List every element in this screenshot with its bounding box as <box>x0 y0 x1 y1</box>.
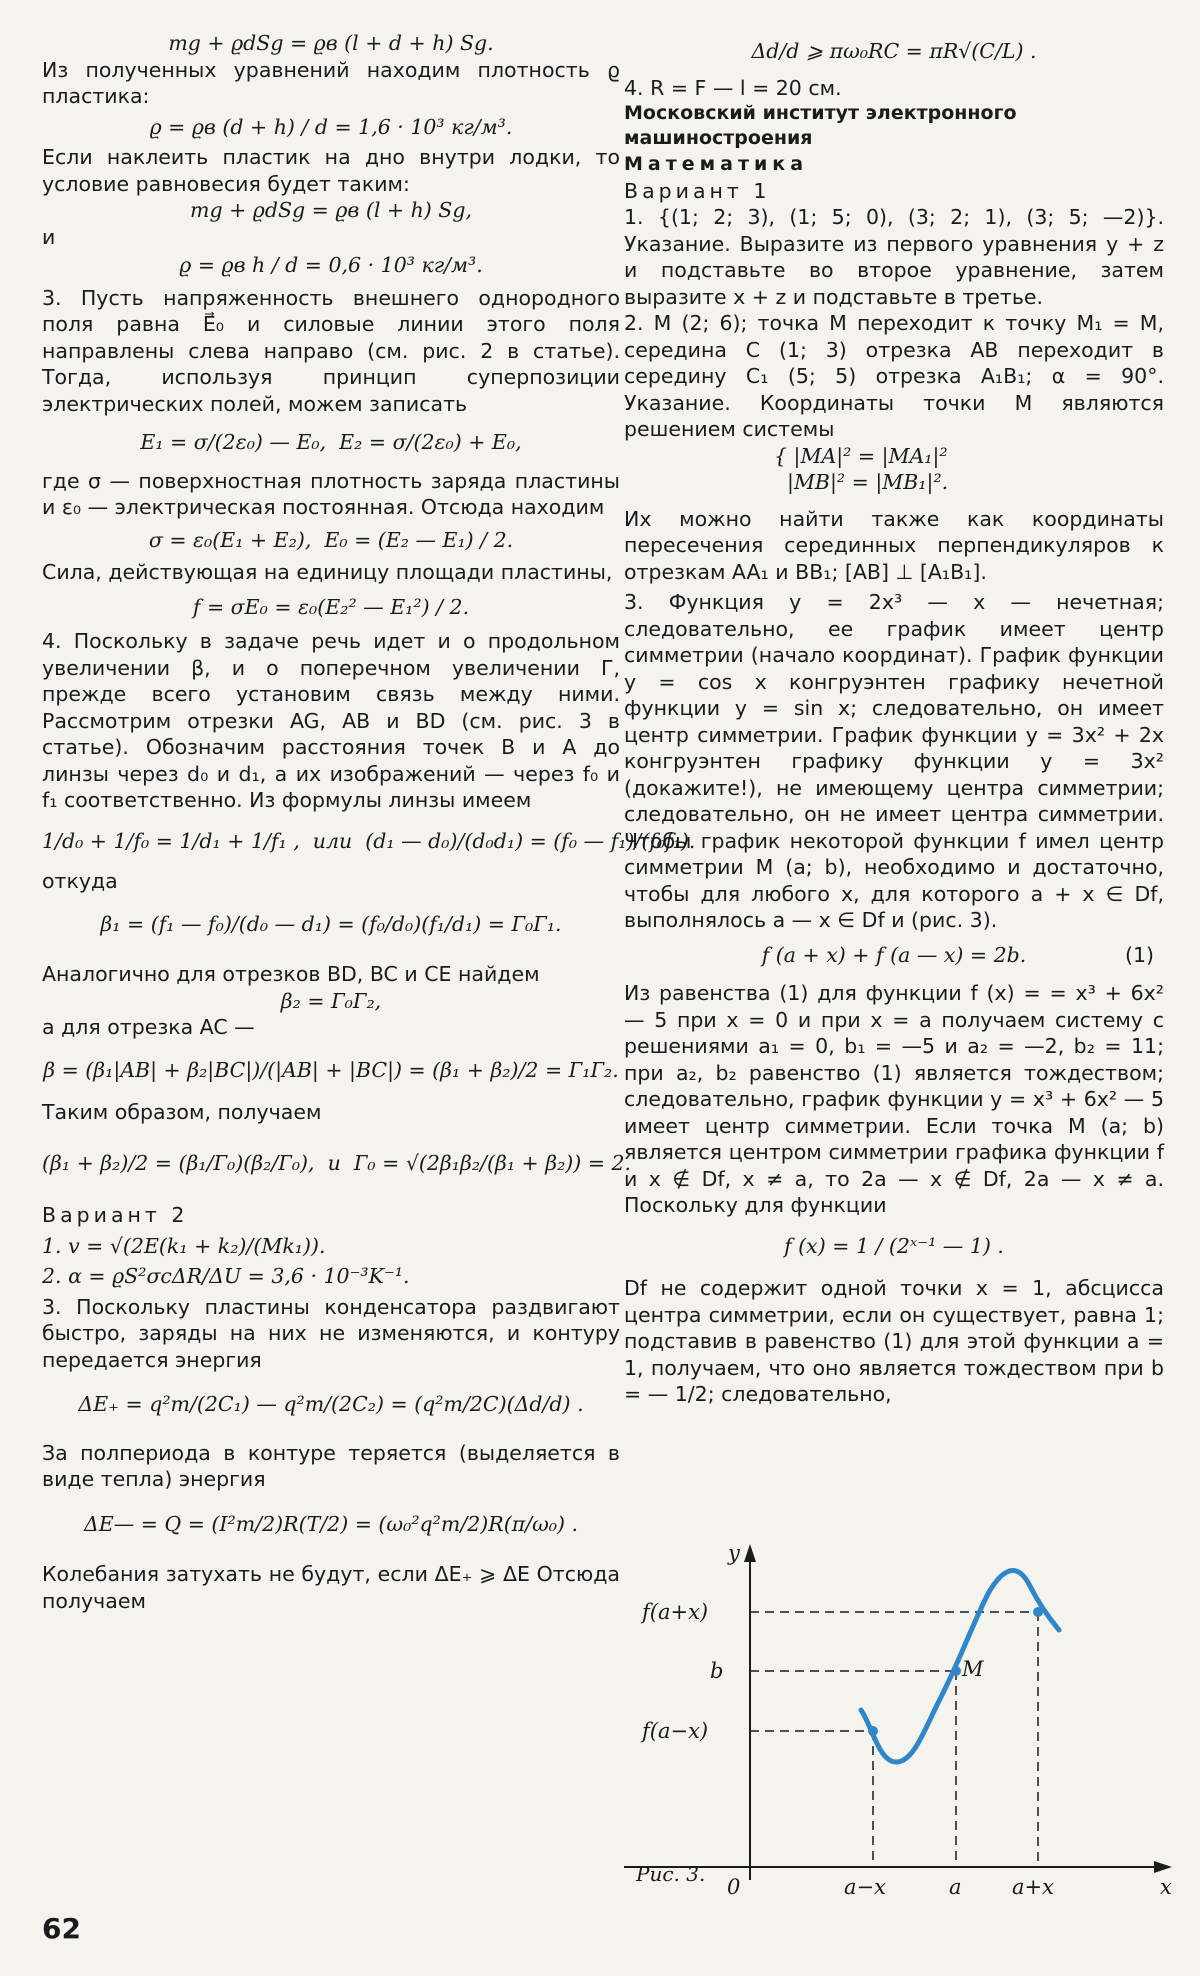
paragraph: Их можно найти также как координаты пересечения серединных перпендикуляров к отрезкам AA₁ и BB₁; [AB] ⊥ [A₁B₁]. <box>624 506 1164 584</box>
institute-heading: Московский институт электронного машиностроения <box>624 102 1017 149</box>
figure-caption: Рис. 3. <box>636 1862 706 1886</box>
formula-force: f = σE₀ = ε₀(E₂² — E₁²) / 2. <box>192 594 470 619</box>
point-a-plus-x <box>1033 1607 1043 1617</box>
y-axis-arrow <box>744 1544 756 1562</box>
paragraph: Сила, действующая на единицу площади пластины, <box>42 560 613 584</box>
formula-energy-minus: ΔE— = Q = (I²m/2)R(T/2) = (ω₀²q²m/2)R(π/ω₀) . <box>83 1511 579 1536</box>
variant-1-heading: Вариант 1 <box>624 178 771 203</box>
label-M: M <box>962 1657 984 1681</box>
tick-a-plus-x: a+x <box>1012 1875 1054 1899</box>
paragraph: Аналогично для отрезков BD, BC и CE найдем <box>42 962 540 986</box>
point-a-minus-x <box>868 1726 878 1736</box>
left-column <box>42 30 696 1614</box>
problem-4-text: 4. Поскольку в задаче речь идет и о продольном увеличении β, и о поперечном увеличении Г, прежде всего установим связь между ними. Рассмотрим отрезки AG, AB и BD (см. рис. 3 в статье). Обозначим расстояния точек B и A до линзы через d₀ и d₁, а их изображений — через f₀ и f₁ соответственно. Из формулы линзы имеем <box>42 629 620 812</box>
tick-a-minus-x: a−x <box>844 1875 886 1899</box>
answer-2: 2. α = ϱS²σcΔR/ΔU = 3,6 · 10⁻³K⁻¹. <box>42 1264 410 1288</box>
point-M <box>951 1666 961 1676</box>
math-answer-3: 3. Функция y = 2x³ — x — нечетная; следовательно, ее график имеет центр симметрии (начало координат). График функции y = cos x конгруэнтен графику нечетной функции y = sin x; следовательно, он имеет центр симметрии. График функции y = 3x² + 2x конгруэнтен графику функции y = 3x² (докажите!), не имеющему центра симметрии; следовательно, он не имеет центра симметрии. Чтобы график некоторой функции f имел центр симметрии M (a; b), необходимо и достаточно, чтобы для любого x, для которого a + x ∈ Df, выполнялось a — x ∈ Df и (рис. 3). <box>624 590 1164 932</box>
subject-heading: Математика <box>624 153 809 175</box>
formula-density-2: ϱ = ϱв h / d = 0,6 · 10³ кг/м³. <box>179 253 483 277</box>
right-column <box>624 30 1164 1408</box>
label-f-a-plus-x: f(a+x) <box>642 1600 709 1624</box>
y-axis-label: y <box>728 1541 740 1565</box>
formula-equilibrium-2: mg + ϱdSg = ϱв (l + h) Sg, <box>190 198 472 222</box>
formula-beta1: β₁ = (f₁ — f₀)/(d₀ — d₁) = (f₀/d₀)(f₁/d₁) = Г₀Г₁. <box>100 911 562 936</box>
paragraph: а для отрезка AC — <box>42 1015 255 1039</box>
equation-1 <box>624 942 1164 969</box>
problem-3b-text: 3. Поскольку пластины конденсатора раздвигают быстро, заряды на них не изменяются, и контуру передается энергия <box>42 1294 620 1372</box>
x-axis-label: x <box>1160 1875 1172 1899</box>
paragraph: За полпериода в контуре теряется (выделяется в виде тепла) энергия <box>42 1440 620 1491</box>
variant-2-heading: Вариант 2 <box>42 1203 189 1227</box>
system-line-1: { |MA|² = |MA₁|² <box>774 443 948 468</box>
paragraph: Из полученных уравнений находим плотность ϱ пластика: <box>42 57 620 108</box>
conjunction: и <box>42 224 56 249</box>
math-answer-1: 1. {(1; 2; 3), (1; 5; 0), (3; 2; 1), (3; 5; —2)}. Указание. Выразите из первого уравнения y + z и подставьте во второе уравнение, затем выразите x + z и подставьте в третье. <box>624 205 1164 309</box>
answer-4: 4. R = F — l = 20 см. <box>624 75 842 100</box>
formula-function: f (x) = 1 / (2ˣ⁻¹ — 1) . <box>784 1233 1004 1258</box>
formula-equilibrium-1: mg + ϱdSg = ϱв (l + d + h) Sg. <box>168 31 494 55</box>
paragraph: Df не содержит одной точки x = 1, абсцисса центра симметрии, если он существует, равна 1; подставив в равенство (1) для этой функции a = 1, получаем, что оно является тождеством при b = — 1/2; следовательно, <box>624 1276 1164 1406</box>
formula-fields: E₁ = σ/(2ε₀) — E₀, E₂ = σ/(2ε₀) + E₀, <box>140 430 522 454</box>
formula-gamma0: (β₁ + β₂)/2 = (β₁/Г₀)(β₂/Г₀), и Г₀ = √(2β₁β₂/(β₁ + β₂)) = 2. <box>42 1150 632 1175</box>
paragraph: где σ — поверхностная плотность заряда пластины и ε₀ — электрическая постоянная. Отсюда находим <box>42 468 620 519</box>
label-f-a-minus-x: f(a−x) <box>642 1719 709 1743</box>
formula-density-1: ϱ = ϱв (d + h) / d = 1,6 · 10³ кг/м³. <box>149 114 513 139</box>
system-line-2: |MB|² = |MB₁|². <box>774 470 949 494</box>
formula-beta: β = (β₁|AB| + β₂|BC|)/(|AB| + |BC|) = (β₁ + β₂)/2 = Г₁Г₂. <box>43 1057 619 1082</box>
answer-1: 1. v = √(2E(k₁ + k₂)/(Mk₁)). <box>42 1233 326 1258</box>
page-number: 62 <box>42 1912 81 1945</box>
problem-3-text: 3. Пусть напряженность внешнего однородного поля равна E⃗₀ и силовые линии этого поля направлены слева направо (см. рис. 2 в статье). Тогда, используя принцип суперпозиции электрических полей, можем записать <box>42 285 620 416</box>
paragraph: Из равенства (1) для функции f (x) = = x³ + 6x² — 5 при x = 0 и при x = a получаем систему с решениями a₁ = 0, b₁ = —5 и a₂ = —2, b₂ = 11; при a₂, b₂ равенство (1) является тождеством; следовательно, график функции y = x³ + 6x² — 5 имеет центр симметрии. Если точка M (a; b) является центром симметрии графика функции f и x ∉ Df, x ≠ a, то 2a — x ∉ Df, 2a — x ≠ a. Поскольку для функции <box>624 981 1164 1217</box>
formula-beta2: β₂ = Г₀Г₂, <box>280 988 382 1013</box>
equation-number: (1) <box>1124 942 1154 967</box>
formula-lens: 1/d₀ + 1/f₀ = 1/d₁ + 1/f₁ , или (d₁ — d₀)/(d₀d₁) = (f₀ — f₁)/(f₀f₁). <box>42 828 696 853</box>
label-b: b <box>710 1659 724 1683</box>
function-curve <box>861 1571 1059 1762</box>
tick-a: a <box>949 1875 962 1899</box>
formula-energy-plus: ΔE₊ = q²m/(2C₁) — q²m/(2C₂) = (q²m/2C)(Δd/d) . <box>78 1392 584 1416</box>
paragraph: Таким образом, получаем <box>42 1100 322 1124</box>
formula-sigma: σ = ε₀(E₁ + E₂), E₀ = (E₂ — E₁) / 2. <box>148 527 514 552</box>
paragraph: откуда <box>42 869 118 893</box>
paragraph: Если наклеить пластик на дно внутри лодки, то условие равновесия будет таким: <box>42 145 620 196</box>
math-answer-2: 2. M (2; 6); точка M переходит к точку M₁ = M, середина C (1; 3) отрезка AB переходит в середину C₁ (5; 5) отрезка A₁B₁; α = 90°. Указание. Координаты точки M являются решением системы <box>624 311 1164 441</box>
origin-label: 0 <box>727 1875 741 1899</box>
figure-3-graph <box>624 1530 1184 1900</box>
paragraph: Колебания затухать не будут, если ΔE₊ ⩾ ΔE Отсюда получаем <box>42 1562 620 1613</box>
x-axis-arrow <box>1154 1861 1172 1873</box>
formula-symmetry: f (a + x) + f (a — x) = 2b. <box>761 942 1027 967</box>
formula-inequality: Δd/d ⩾ πω₀RC = πR√(C/L) . <box>751 39 1037 63</box>
